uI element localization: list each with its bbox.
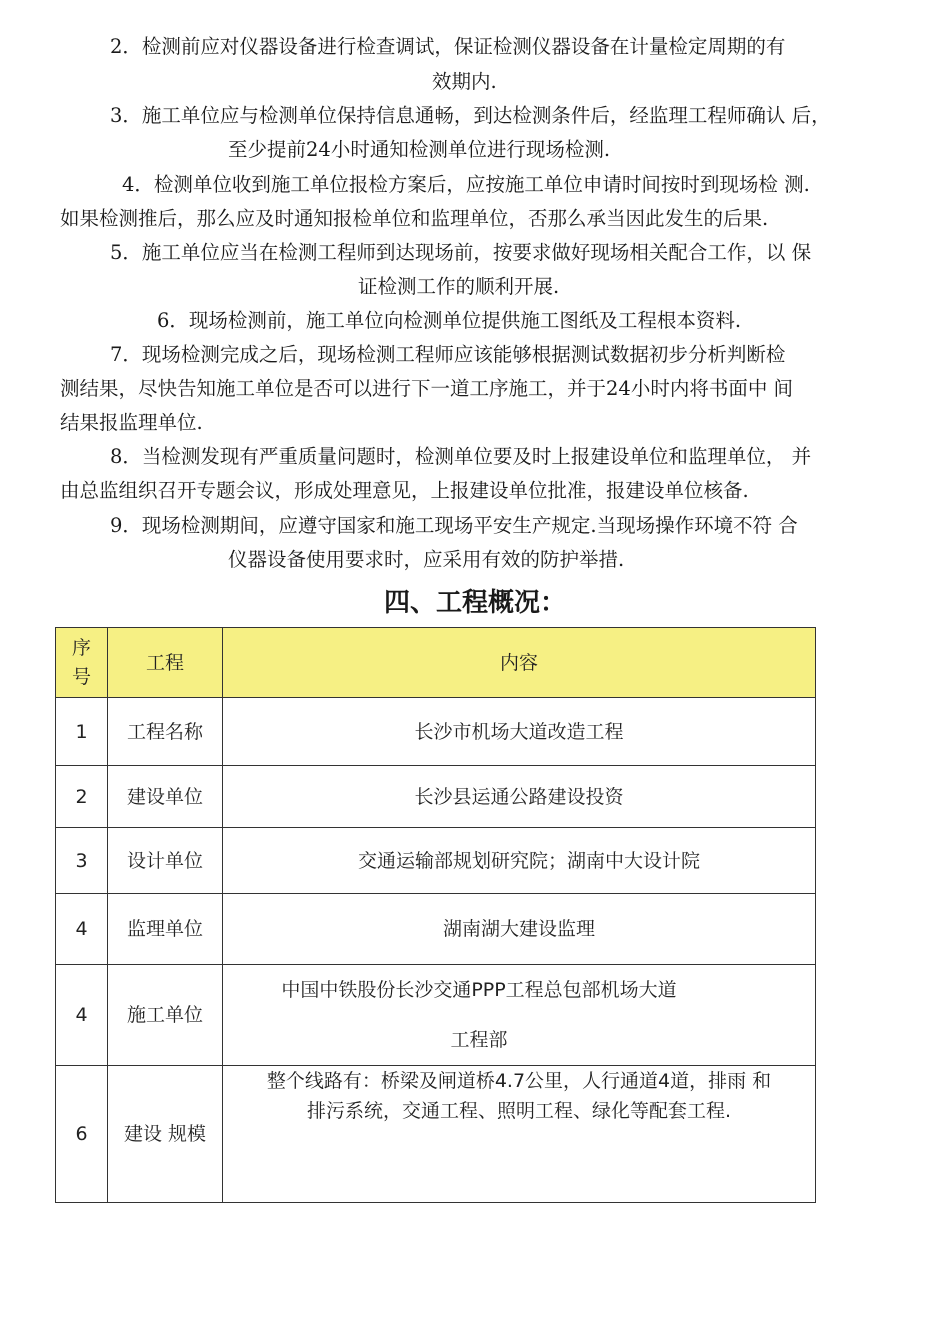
paragraph-line: 9．现场检测期间，应遵守国家和施工现场平安生产规定.当现场操作环境不符 合 bbox=[110, 514, 798, 537]
table-row bbox=[56, 1066, 816, 1203]
paragraph-line: 至少提前24小时通知检测单位进行现场检测. bbox=[228, 138, 611, 161]
header-cell-content: 内容 bbox=[223, 628, 816, 698]
cell-item: 建设 规模 bbox=[108, 1066, 223, 1203]
paragraph-line: 5．施工单位应当在检测工程师到达现场前，按要求做好现场相关配合工作，以 保 bbox=[110, 241, 812, 264]
table-row bbox=[56, 965, 816, 1066]
paragraph-line: 7．现场检测完成之后，现场检测工程师应该能够根据测试数据初步分析判断检 bbox=[110, 343, 786, 366]
table-header-row bbox=[56, 628, 816, 698]
cell-number: 3 bbox=[56, 828, 108, 894]
paragraph-line: 6．现场检测前，施工单位向检测单位提供施工图纸及工程根本资料. bbox=[157, 309, 742, 332]
cell-number: 4 bbox=[56, 894, 108, 965]
paragraph-line: 4．检测单位收到施工单位报检方案后，应按施工单位申请时间按时到现场检 测. bbox=[122, 173, 810, 196]
paragraph-line: 测结果，尽快告知施工单位是否可以进行下一道工序施工，并于24小时内将书面中 间 bbox=[60, 377, 794, 400]
cell-content: 长沙市机场大道改造工程 bbox=[223, 698, 816, 766]
table-row bbox=[56, 828, 816, 894]
paragraph-line: 3．施工单位应与检测单位保持信息通畅，到达检测条件后，经监理工程师确认 后， bbox=[110, 104, 831, 127]
paragraph-line: 证检测工作的顺利开展. bbox=[358, 275, 560, 298]
header-cell-number: 序 号 bbox=[56, 628, 108, 698]
cell-content: 湖南湖大建设监理 bbox=[223, 894, 816, 965]
cell-item: 设计单位 bbox=[108, 828, 223, 894]
cell-item: 施工单位 bbox=[108, 965, 223, 1066]
cell-content: 整个线路有：桥梁及闸道桥4.7公里，人行通道4道，排雨 和 排污系统，交通工程、照明工程、绿化等配套工程. bbox=[223, 1066, 816, 1203]
cell-number: 1 bbox=[56, 698, 108, 766]
section-title: 四、工程概况： bbox=[383, 588, 566, 618]
cell-number: 2 bbox=[56, 766, 108, 828]
table-row bbox=[56, 894, 816, 965]
cell-content: 交通运输部规划研究院；湖南中大设计院 bbox=[223, 828, 816, 894]
paragraph-line: 仪器设备使用要求时，应采用有效的防护举措. bbox=[228, 548, 625, 571]
header-cell-item: 工程 bbox=[108, 628, 223, 698]
paragraph-line: 结果报监理单位. bbox=[60, 411, 203, 434]
cell-item: 工程名称 bbox=[108, 698, 223, 766]
paragraph-line: 由总监组织召开专题会议，形成处理意见，上报建设单位批准，报建设单位核备. bbox=[60, 479, 749, 502]
project-overview-table bbox=[55, 627, 816, 1203]
cell-content: 长沙县运通公路建设投资 bbox=[223, 766, 816, 828]
cell-number: 6 bbox=[56, 1066, 108, 1203]
cell-content: 中国中铁股份长沙交通PPP工程总包部机场大道 工程部 bbox=[223, 965, 816, 1066]
cell-item: 建设单位 bbox=[108, 766, 223, 828]
paragraph-line: 如果检测推后，那么应及时通知报检单位和监理单位，否那么承当因此发生的后果. bbox=[60, 207, 769, 230]
paragraph-line: 8．当检测发现有严重质量问题时，检测单位要及时上报建设单位和监理单位， 并 bbox=[110, 445, 812, 468]
table-row bbox=[56, 766, 816, 828]
cell-item: 监理单位 bbox=[108, 894, 223, 965]
table-row bbox=[56, 698, 816, 766]
cell-number: 4 bbox=[56, 965, 108, 1066]
paragraph-line: 效期内. bbox=[432, 70, 497, 93]
paragraph-line: 2．检测前应对仪器设备进行检查调试，保证检测仪器设备在计量检定周期的有 bbox=[110, 35, 786, 58]
